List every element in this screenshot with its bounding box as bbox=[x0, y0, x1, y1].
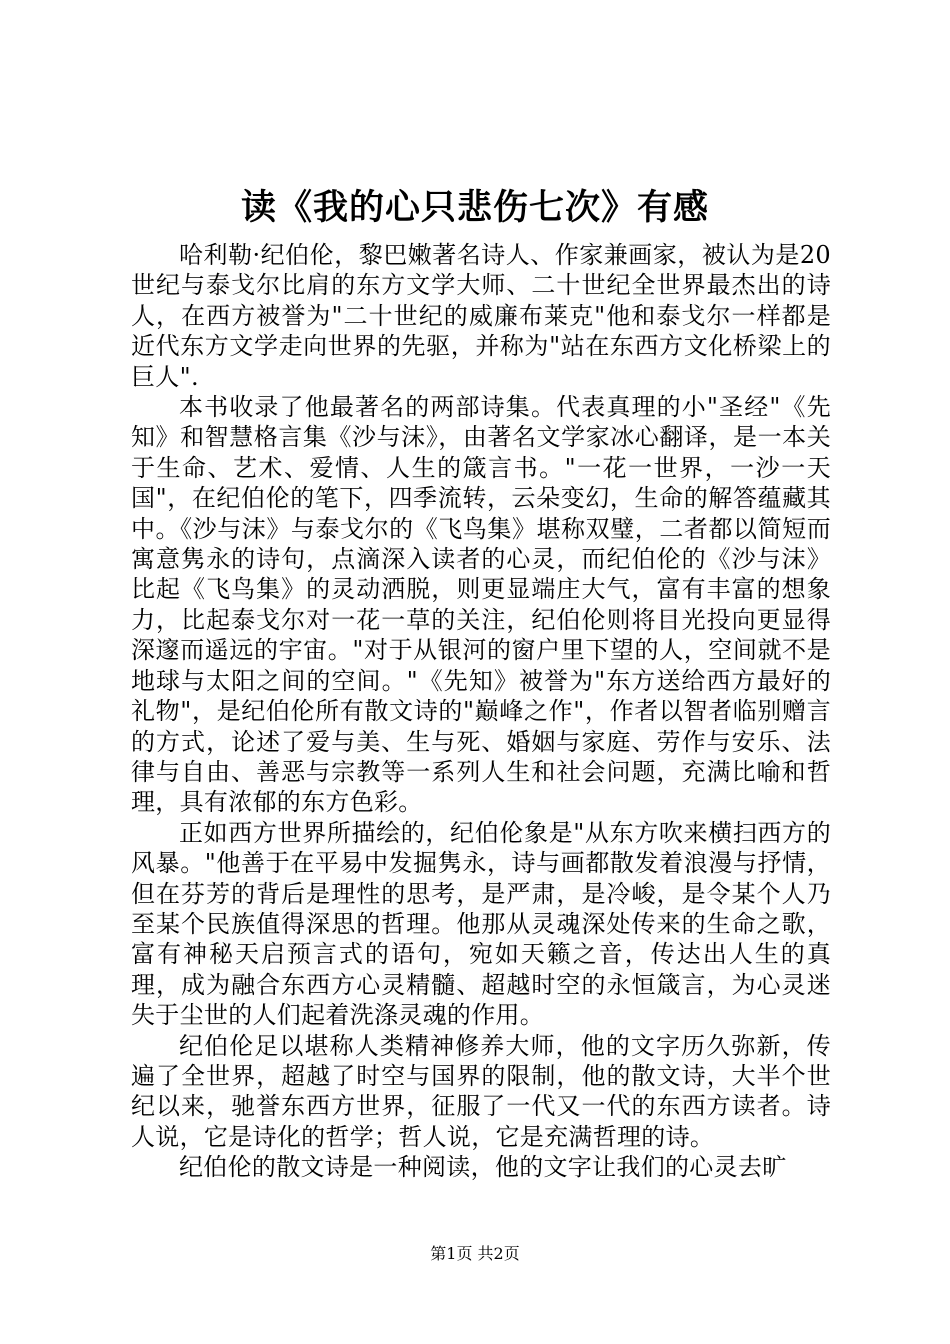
document-body bbox=[131, 240, 831, 1183]
paragraph-2: 本书收录了他最著名的两部诗集。代表真理的小"圣经"《先知》和智慧格言集《沙与沫》，由著名文学家冰心翻译，是一本关于生命、艺术、爱情、人生的箴言书。"一花一世界，一沙一天国"，在纪伯伦的笔下，四季流转，云朵变幻，生命的解答蕴藏其中。《沙与沫》与泰戈尔的《飞鸟集》堪称双璧，二者都以简短而寓意隽永的诗句，点滴深入读者的心灵，而纪伯伦的《沙与沫》比起《飞鸟集》的灵动洒脱，则更显端庄大气，富有丰富的想象力，比起泰戈尔对一花一草的关注，纪伯伦则将目光投向更显得深邃而遥远的宇宙。"对于从银河的窗户里下望的人，空间就不是地球与太阳之间的空间。"《先知》被誉为"东方送给西方最好的礼物"，是纪伯伦所有散文诗的"巅峰之作"，作者以智者临别赠言的方式，论述了爱与美、生与死、婚姻与家庭、劳作与安乐、法律与自由、善恶与宗教等一系列人生和社会问题，充满比喻和哲理，具有浓郁的东方色彩。 bbox=[131, 393, 831, 817]
document-title: 读《我的心只悲伤七次》有感 bbox=[240, 187, 709, 228]
paragraph-1: 哈利勒·纪伯伦，黎巴嫩著名诗人、作家兼画家，被认为是20世纪与泰戈尔比肩的东方文学大师、二十世纪全世界最杰出的诗人，在西方被誉为"二十世纪的威廉布莱克"他和泰戈尔一样都是近代东方文学走向世界的先驱，并称为"站在东西方文化桥梁上的巨人". bbox=[131, 241, 831, 391]
page-footer: 第1页 共2页 bbox=[430, 1244, 520, 1263]
paragraph-5: 纪伯伦的散文诗是一种阅读，他的文字让我们的心灵去旷 bbox=[179, 1153, 787, 1182]
paragraph-4: 纪伯伦足以堪称人类精神修养大师，他的文字历久弥新，传遍了全世界，超越了时空与国界的限制，他的散文诗，大半个世纪以来，驰誉东西方世界，征服了一代又一代的东西方读者。诗人说，它是诗化的哲学；哲人说，它是充满哲理的诗。 bbox=[131, 1031, 831, 1151]
paragraph-3: 正如西方世界所描绘的，纪伯伦象是"从东方吹来横扫西方的风暴。"他善于在平易中发掘隽永，诗与画都散发着浪漫与抒情，但在芬芳的背后是理性的思考，是严肃，是冷峻，是令某个人乃至某个民族值得深思的哲理。他那从灵魂深处传来的生命之歌，富有神秘天启预言式的语句，宛如天籁之音，传达出人生的真理，成为融合东西方心灵精髓、超越时空的永恒箴言，为心灵迷失于尘世的人们起着洗涤灵魂的作用。 bbox=[131, 818, 831, 1030]
